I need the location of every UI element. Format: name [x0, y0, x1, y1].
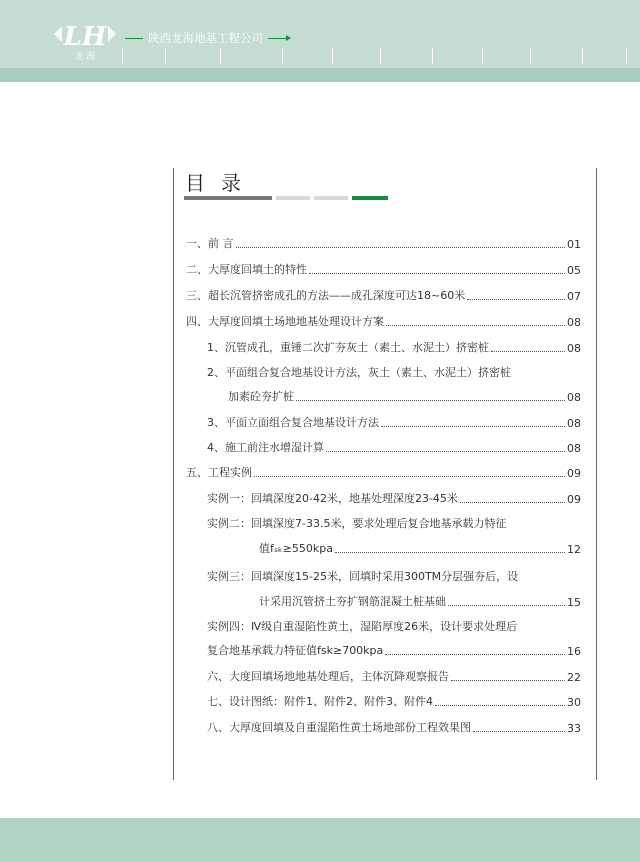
toc-entry-text: 3、平面立面组合复合地基设计方法 [207, 416, 379, 429]
toc-leader [335, 552, 565, 553]
toc-entry[interactable] [207, 566, 581, 584]
toc-entry[interactable] [207, 717, 581, 735]
toc-leader [473, 731, 565, 732]
toc-title: 目录 [185, 171, 257, 195]
toc-entry-text: 2、平面组合复合地基设计方法，灰土（素土、水泥土）挤密桩 [207, 366, 511, 379]
toc-leader [326, 451, 565, 452]
toc-entry[interactable] [207, 666, 581, 684]
toc-entry-text: 4、施工前注水增湿计算 [207, 441, 324, 454]
toc-entry-page: 30 [567, 696, 581, 709]
logo-subtext: 龙 海 [74, 52, 96, 62]
toc-leader [296, 400, 565, 401]
toc-entry[interactable] [186, 311, 581, 329]
arrow-right-icon [286, 35, 291, 41]
toc-entry-page: 08 [567, 316, 581, 329]
toc-entry[interactable] [228, 386, 581, 404]
toc-entry-page: 15 [567, 596, 581, 609]
toc-leader [448, 605, 565, 606]
toc-entry-text: 四、大厚度回填土场地地基处理设计方案 [186, 315, 384, 328]
company-title-line [125, 30, 291, 46]
logo-letters: LH [63, 22, 107, 52]
toc-entry-text: 值fₛₖ≥550kpa [259, 542, 333, 555]
toc-leader [435, 705, 565, 706]
toc-entry-text: 二、大厚度回填土的特性 [186, 263, 307, 276]
toc-entry-text: 七、设计图纸：附件1、附件2、附件3、附件4 [207, 695, 433, 708]
toc-entry-page: 08 [567, 391, 581, 404]
toc-entry-text: 1、沉管成孔，重锤二次扩夯灰土（素土、水泥土）挤密桩 [207, 341, 489, 354]
toc-entry[interactable] [259, 538, 581, 556]
toc-entry-text: 计采用沉管挤土夯扩钢筋混凝土桩基础 [259, 595, 446, 608]
toc-entry-page: 01 [567, 238, 581, 251]
toc-entry[interactable] [259, 591, 581, 609]
toc-entry-text: 实例四：Ⅳ级自重湿陷性黄土，湿陷厚度26米，设计要求处理后 [207, 620, 518, 633]
page-header [0, 0, 640, 82]
toc-entry-page: 08 [567, 417, 581, 430]
toc-entry[interactable] [207, 362, 581, 380]
toc-entry[interactable] [207, 488, 581, 506]
toc-leader [309, 273, 565, 274]
toc-leader [385, 654, 565, 655]
toc-leader [460, 502, 565, 503]
frame-line-right [596, 168, 597, 780]
toc-entry-text: 一、前 言 [186, 237, 234, 250]
frame-line-left [173, 168, 174, 780]
toc-leader [451, 680, 565, 681]
toc-leader [386, 325, 565, 326]
logo-mark-icon [50, 12, 120, 62]
toc-leader [467, 299, 565, 300]
company-logo [50, 12, 120, 62]
toc-leader [236, 247, 566, 248]
toc-entry-text: 六、大度回填场地地基处理后，主体沉降观察报告 [207, 670, 449, 683]
toc-entry[interactable] [207, 640, 581, 658]
toc-entry-page: 09 [567, 467, 581, 480]
toc-entry-text: 复合地基承载力特征值fsk≥700kpa [207, 644, 384, 657]
toc-entry-page: 12 [567, 543, 581, 556]
toc-entry-text: 实例三：回填深度15-25米，回填时采用300TM分层强夯后，设 [207, 570, 519, 583]
toc-leader [254, 476, 565, 477]
toc-entry-page: 05 [567, 264, 581, 277]
toc-entry-text: 八、大厚度回填及自重湿陷性黄土场地部份工程效果图 [207, 721, 471, 734]
toc-entry[interactable] [207, 691, 581, 709]
toc-entry[interactable] [207, 616, 581, 634]
toc-entry-text: 加素砼夯扩桩 [228, 390, 294, 403]
title-dash-right [268, 38, 286, 39]
toc-entry[interactable] [186, 462, 581, 480]
toc-entry-page: 16 [567, 645, 581, 658]
page-footer [0, 818, 640, 862]
toc-entry[interactable] [207, 513, 581, 531]
toc-entry-text: 五、工程实例 [186, 466, 252, 479]
title-bar-dark [184, 196, 272, 200]
title-bar-light-2 [314, 196, 348, 200]
title-bar-green [352, 196, 388, 200]
toc-entry-text: 实例二：回填深度7-33.5米，要求处理后复合地基承载力特征 [207, 517, 507, 530]
toc-entry[interactable] [207, 337, 581, 355]
toc-entry[interactable] [186, 233, 581, 251]
toc-entry-page: 33 [567, 722, 581, 735]
toc-entry-page: 08 [567, 342, 581, 355]
toc-entry-page: 07 [567, 290, 581, 303]
toc-entry-text: 实例一：回填深度20-42米，地基处理深度23-45米 [207, 492, 458, 505]
toc-entry-page: 09 [567, 493, 581, 506]
title-dash-left [125, 38, 143, 39]
toc-entry[interactable] [186, 285, 581, 303]
title-bar-light-1 [276, 196, 310, 200]
header-stripe [0, 68, 640, 82]
toc-entry[interactable] [207, 437, 581, 455]
toc-leader [491, 351, 565, 352]
toc-leader [381, 426, 565, 427]
company-name: 陕西龙海地基工程公司 [148, 31, 263, 45]
toc-entry-page: 22 [567, 671, 581, 684]
toc-entry[interactable] [186, 259, 581, 277]
toc-entry-text: 三、超长沉管挤密成孔的方法——成孔深度可达18~60米 [186, 289, 466, 302]
toc-entry[interactable] [207, 412, 581, 430]
toc-entry-page: 08 [567, 442, 581, 455]
